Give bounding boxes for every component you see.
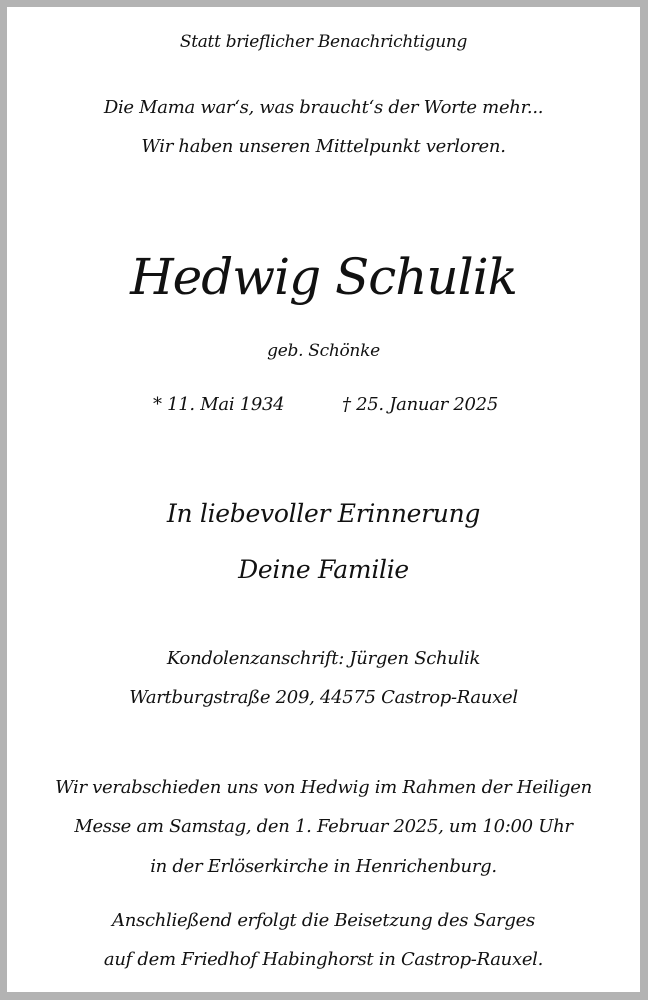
- condolence-address-street: Wartburgstraße 209, 44575 Castrop-Rauxel: [129, 687, 518, 708]
- obituary-notice: [7, 7, 640, 992]
- quote-line-2: Wir haben unseren Mittelpunkt verloren.: [141, 136, 506, 157]
- maiden-name: geb. Schönke: [267, 341, 380, 361]
- life-dates: [7, 396, 640, 420]
- condolence-address-name: Kondolenzanschrift: Jürgen Schulik: [166, 648, 481, 669]
- remembrance-line: In liebevoller Erinnerung: [166, 499, 481, 528]
- birth-date: * 11. Mai 1934: [153, 394, 285, 415]
- deceased-name: Hedwig Schulik: [130, 248, 517, 306]
- service-line-3: in der Erlöserkirche in Henrichenburg.: [150, 856, 497, 877]
- death-date: † 25. Januar 2025: [342, 394, 498, 415]
- notice-header: Statt brieflicher Benachrichtigung: [179, 32, 468, 52]
- quote-line-1: Die Mama war‘s, was braucht‘s der Worte mehr...: [103, 97, 544, 118]
- service-line-1: Wir verabschieden uns von Hedwig im Rahmen der Heiligen: [55, 777, 592, 798]
- service-line-2: Messe am Samstag, den 1. Februar 2025, um 10:00 Uhr: [74, 816, 573, 837]
- burial-line-2: auf dem Friedhof Habinghorst in Castrop-Rauxel.: [103, 949, 544, 970]
- family-signature: Deine Familie: [238, 555, 409, 584]
- burial-line-1: Anschließend erfolgt die Beisetzung des Sarges: [112, 910, 535, 931]
